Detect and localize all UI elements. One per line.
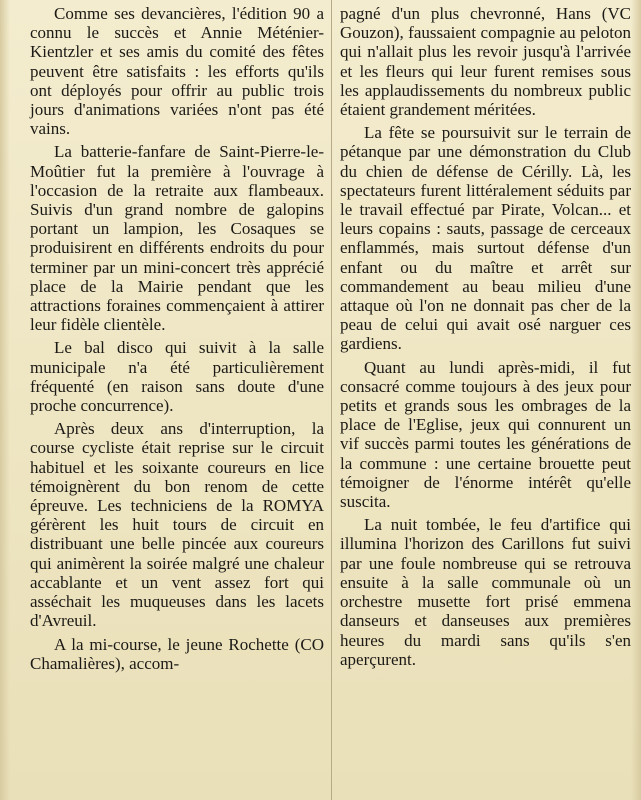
article-column-right (340, 4, 631, 673)
paragraph-batterie-fanfare: La batterie-fanfare de Saint-Pierre-le-Moûtier fut la première à l'ouvrage à l'occasion de la retraite aux flambeaux. Suivis d'un grand nombre de galopins portant un lampion, les Cosaques se produisirent en différents endroits du pour terminer par un mini-concert très apprécié place de la Mairie pendant que les attractions foraines commençaient à attirer leur fidèle clientèle. (30, 142, 324, 335)
paper-edge-right (631, 0, 641, 800)
paragraph-intro: Comme ses devancières, l'édition 90 a connu le succès et Annie Méténier-Kientzler et ses amis du comité des fêtes peuvent être satisfaits : les efforts qu'ils ont déployés pour offrir au public trois jours d'animations variées n'ont pas été vains. (30, 4, 324, 139)
paragraph-lundi: Quant au lundi après-midi, il fut consacré comme toujours à des jeux pour petits et grands sous les ombrages de la place de l'Eglise, jeux qui connurent un vif succès parmi toutes les générations de la commune : une certaine brouette peut témoigner de l'énorme intérêt qu'elle suscita. (340, 357, 631, 512)
article-column-left (30, 4, 324, 677)
paragraph-course-cycliste: Après deux ans d'interruption, la course cycliste était reprise sur le circuit habituel et les soixante coureurs en lice témoignèrent du bon renom de cette épreuve. Les techniciens de la ROMYA gérèrent les huit tours de circuit en distribuant une belle pincée aux coureurs qui animèrent la soirée malgré une chaleur accablante et un vent assez fort qui asséchait les muqueuses dans les lacets d'Avreuil. (30, 419, 324, 631)
paragraph-continuation: pagné d'un plus chevronné, Hans (VC Gouzon), faussaient compagnie au peloton qui n'allait plus les revoir jusqu'à l'arrivée et les fleurs qui leur furent remises sous les applaudissements du nombreux public étaient grandement méritées. (340, 4, 631, 120)
paragraph-mi-course: A la mi-course, le jeune Rochette (CO Chamalières), accom- (30, 634, 324, 673)
paragraph-feu-artifice: La nuit tombée, le feu d'artifice qui illumina l'horizon des Carillons fut suivi par une foule nombreuse qui se retrouva ensuite à la salle communale où un orchestre musette fort prisé emmena danseurs et danseuses aux premières heures du mardi sans qu'ils s'en aperçurent. (340, 515, 631, 669)
paragraph-bal-disco: Le bal disco qui suivit à la salle municipale n'a été particulièrement fréquenté (en raison sans doute d'une proche concurrence). (30, 338, 324, 416)
paper-edge-left (0, 0, 10, 800)
paragraph-petanque: La fête se poursuivit sur le terrain de pétanque par une démonstration du Club du chien de défense de Cérilly. Là, les spectateurs furent littéralement séduits par le travail effectué par Pirate, Volcan... et leurs copains : sauts, passage de cerceaux enflammés, mais surtout défense d'un enfant ou du maître et arrêt sur commandement au beau milieu d'une attaque où l'on ne donnait pas cher de la peau de celui qui avait osé narguer ces gardiens. (340, 123, 631, 354)
column-divider (331, 0, 332, 800)
